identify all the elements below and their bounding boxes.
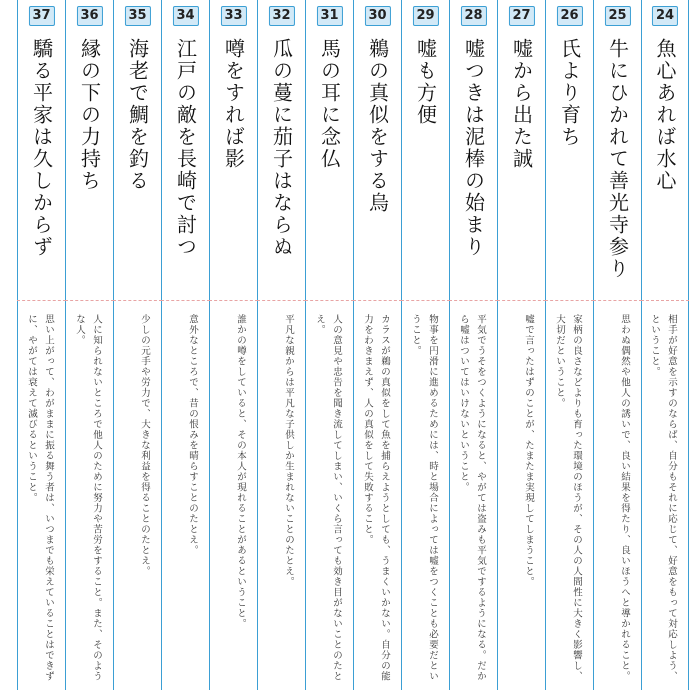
proverb-number: 30 (364, 6, 390, 26)
proverb-number: 35 (124, 6, 150, 26)
proverb-text: 縁の下の力持ち (77, 38, 102, 192)
proverb-explanation: 物事を円滑に進めるためには、時と場合によっては嘘をつくことも必要だということ。 (410, 314, 438, 682)
proverb-explanation: 誰かの噂をしていると、その本人が現れることがあるということ。 (235, 314, 246, 629)
proverb-explanation: 嘘で言ったはずのことが、たまたま実現してしまうこと。 (523, 314, 534, 587)
proverb-text: 噂をすれば影 (221, 38, 246, 170)
proverb-number: 36 (76, 6, 102, 26)
proverb-column-33 (209, 0, 257, 690)
proverb-number: 37 (28, 6, 54, 26)
proverb-column-25 (593, 0, 641, 690)
proverb-number: 34 (172, 6, 198, 26)
proverb-text: 嘘から出た誠 (509, 38, 534, 170)
proverb-text: 牛にひかれて善光寺参り (605, 38, 630, 280)
dashed-divider (593, 300, 642, 301)
proverb-column-37 (17, 0, 65, 690)
proverb-explanation: 少しの元手や労力で、大きな利益を得ることのたとえ。 (139, 314, 150, 577)
proverb-text: 瓜の蔓に茄子はならぬ (269, 38, 294, 258)
dashed-divider (65, 300, 114, 301)
proverb-number: 27 (508, 6, 534, 26)
proverb-number: 24 (652, 6, 678, 26)
proverb-number: 33 (220, 6, 246, 26)
proverb-explanation: 家柄の良さなどよりも育った環境のほうが、その人の人間性に大きく影響し、大切だということ。 (554, 314, 582, 682)
proverb-column-30 (353, 0, 401, 690)
proverb-column-35 (113, 0, 161, 690)
proverb-text: 馬の耳に念仏 (317, 38, 342, 170)
proverb-text: 驕る平家は久しからず (29, 38, 54, 258)
proverb-number: 29 (412, 6, 438, 26)
proverb-column-31 (305, 0, 353, 690)
proverb-text: 江戸の敵を長崎で討つ (173, 38, 198, 258)
proverb-number: 26 (556, 6, 582, 26)
dashed-divider (305, 300, 354, 301)
proverb-explanation: 意外なところで、昔の恨みを晴らすことのたとえ。 (187, 314, 198, 556)
proverb-explanation: 思わぬ偶然や他人の誘いで、良い結果を得たり、良いほうへと導かれること。 (619, 314, 630, 682)
proverb-column-27 (497, 0, 545, 690)
proverb-column-29 (401, 0, 449, 690)
proverb-number: 32 (268, 6, 294, 26)
proverb-text: 氏より育ち (557, 38, 582, 148)
proverb-text: 海老で鯛を釣る (125, 38, 150, 192)
dashed-divider (257, 300, 306, 301)
dashed-divider (113, 300, 162, 301)
proverb-column-26 (545, 0, 593, 690)
proverb-column-34 (161, 0, 209, 690)
proverb-explanation: 相手が好意を示すのならば、自分もそれに応じて、好意をもって対応しよう、ということ。 (649, 314, 677, 682)
proverb-text: 嘘つきは泥棒の始まり (461, 38, 486, 258)
dashed-divider (161, 300, 210, 301)
proverb-column-24 (641, 0, 689, 690)
proverb-explanation: 平凡な親からは平凡な子供しか生まれないことのたとえ。 (283, 314, 294, 587)
proverb-column-32 (257, 0, 305, 690)
proverb-column-36 (65, 0, 113, 690)
dashed-divider (497, 300, 546, 301)
proverb-text: 鵜の真似をする烏 (365, 38, 390, 214)
proverb-number: 25 (604, 6, 630, 26)
proverb-explanation: 人の意見や忠告を聞き流してしまい、いくら言っても効き目がないことのたとえ。 (314, 314, 342, 682)
proverb-column-28 (449, 0, 497, 690)
dashed-divider (17, 300, 66, 301)
proverb-text: 魚心あれば水心 (653, 38, 677, 192)
proverb-explanation: カラスが鵜の真似をして魚を捕らえようとしても、うまくいかない。自分の能力をわきまえず、人の真似をして失敗すること。 (362, 314, 390, 682)
proverb-number: 28 (460, 6, 486, 26)
proverb-explanation: 人に知られないところで他人のために努力や苦労をすること。また、そのような人。 (74, 314, 102, 682)
proverb-explanation: 思い上がって、わがままに振る舞う者は、いつまでも栄えていることはできずに、やがては衰えて滅びるということ。 (26, 314, 54, 682)
dashed-divider (641, 300, 689, 301)
proverb-explanation: 平気でうそをつくようになると、やがては盗みも平気でするようになる。だから嘘はついてはいけないということ。 (458, 314, 486, 682)
proverb-text: 嘘も方便 (413, 38, 438, 126)
proverb-number: 31 (316, 6, 342, 26)
dashed-divider (401, 300, 450, 301)
dashed-divider (545, 300, 594, 301)
dashed-divider (209, 300, 258, 301)
dashed-divider (449, 300, 498, 301)
dashed-divider (353, 300, 402, 301)
